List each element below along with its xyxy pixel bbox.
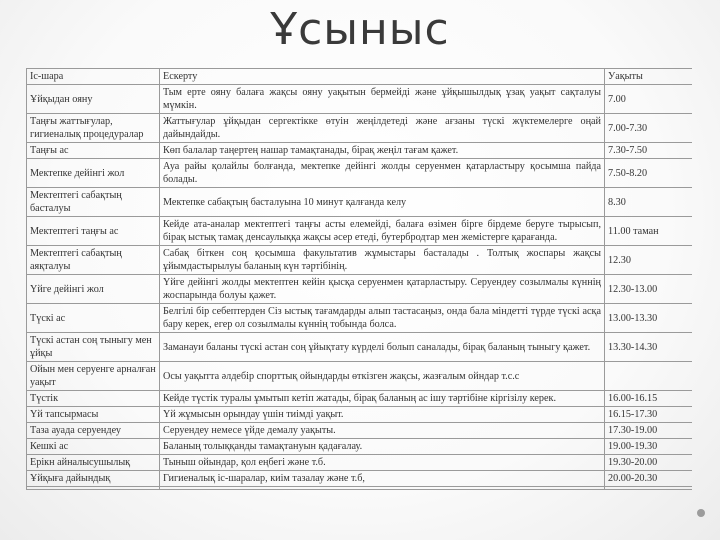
- slide-title: Ұсыныс: [270, 4, 450, 55]
- time-cell: 16.00-16.15: [605, 391, 693, 407]
- note-cell: Жаттығулар ұйқыдан сергектікке өтуін жеңілдетеді және ағзаны түскі жүктемелерге оңай дайындайды.: [160, 114, 605, 143]
- note-cell: Заманауи баланы түскі астан соң ұйықтату күрделі болып саналады, бірақ баланың тыныгу қажет.: [160, 333, 605, 362]
- note-cell: Тым ерте ояну балаға жақсы ояну уақытын бермейді және ұйқышылдық ұзақ уақыт сақталуы мүмкін.: [160, 85, 605, 114]
- note-cell: Баланың толыққанды тамақтануын қадағалау.: [160, 439, 605, 455]
- schedule-table: [26, 68, 692, 490]
- time-cell: 12.30: [605, 246, 693, 275]
- header-activity: Іс-шара: [27, 69, 160, 85]
- table-row: [27, 439, 693, 455]
- note-cell: Серуендеу немесе үйде демалу уақыты.: [160, 423, 605, 439]
- note-cell: Мектепке сабақтың басталуына 10 минут қалғанда келу: [160, 188, 605, 217]
- activity-cell: Мектепке дейінгі жол: [27, 159, 160, 188]
- table-header-row: [27, 69, 693, 85]
- note-cell: Тыныш ойындар, қол еңбегі және т.б.: [160, 455, 605, 471]
- table-row: [27, 246, 693, 275]
- time-cell: [605, 362, 693, 391]
- table-row: [27, 85, 693, 114]
- table-row: [27, 114, 693, 143]
- activity-cell: Таңғы жаттығулар, гигиеналық процедуралар: [27, 114, 160, 143]
- activity-cell: Ұйқыға дайындық: [27, 471, 160, 487]
- note-cell: Осы уақытта әлдебір спорттық ойындарды өткізген жақсы, жазғалым ойндар т.с.с: [160, 362, 605, 391]
- time-cell: 11.00 таман: [605, 217, 693, 246]
- activity-cell: Ерікн айналысушылық: [27, 455, 160, 471]
- table-row: [27, 423, 693, 439]
- time-cell: 19.00-19.30: [605, 439, 693, 455]
- table-row: [27, 407, 693, 423]
- time-cell: 13.00-13.30: [605, 304, 693, 333]
- table-row: [27, 455, 693, 471]
- header-note: Ескерту: [160, 69, 605, 85]
- table-row: [27, 304, 693, 333]
- activity-cell: Таңғы ас: [27, 143, 160, 159]
- activity-cell: Кешкі ас: [27, 439, 160, 455]
- table-row: [27, 471, 693, 487]
- table-row: [27, 362, 693, 391]
- note-cell: Гигиеналық іс-шаралар, киім тазалау және т.б,: [160, 471, 605, 487]
- time-cell: 13.30-14.30: [605, 333, 693, 362]
- table-row: [27, 333, 693, 362]
- note-cell: Белгілі бір себептерден Сіз ыстық тағамдарды алып тастасаңыз, онда бала міндетті түрде түскі асқа бару керек, егер ол созылмалы күннің тобында болса.: [160, 304, 605, 333]
- time-cell: 7.50-8.20: [605, 159, 693, 188]
- time-cell: 7.00-7.30: [605, 114, 693, 143]
- note-cell: Кейде түстік туралы ұмытып кетіп жатады, бірақ баланың ас ішу тәртібіне кіргізілу керек.: [160, 391, 605, 407]
- activity-cell: [27, 487, 160, 490]
- note-cell: Көп балалар таңертең нашар тамақтанады, бірақ жеңіл тағам қажет.: [160, 143, 605, 159]
- time-cell: 7.30-7.50: [605, 143, 693, 159]
- note-cell: Сабақ біткен соң қосымша факультатив жұмыстары басталады . Толтық жоспары жақсы ұйымдастырылуы баланың күн тәртібінің.: [160, 246, 605, 275]
- time-cell: 8.30: [605, 188, 693, 217]
- activity-cell: Түскі ас: [27, 304, 160, 333]
- time-cell: 20.00-20.30: [605, 471, 693, 487]
- activity-cell: Мектептегі сабақтың басталуы: [27, 188, 160, 217]
- time-cell: 16.15-17.30: [605, 407, 693, 423]
- table-row: [27, 217, 693, 246]
- time-cell: 17.30-19.00: [605, 423, 693, 439]
- note-cell: Кейде ата-аналар мектептегі таңғы асты елемейді, балаға өзімен бірге бірдеме беруге тырысып, бірақ ыстық тамақ денсаулыққа жақсы әсер етеді, бутербродтар мен жемістерге қарағанда.: [160, 217, 605, 246]
- activity-cell: Түскі астан соң тыныгу мен ұйқы: [27, 333, 160, 362]
- table-row: [27, 487, 693, 490]
- activity-cell: Үйге дейінгі жол: [27, 275, 160, 304]
- table-row: [27, 143, 693, 159]
- activity-cell: Таза ауада серуендеу: [27, 423, 160, 439]
- note-cell: Үйге дейінгі жолды мектептен кейін қысқа серуенмен қатарластыру. Серуендеу созылмалы күннің жоспарында болуы қажет.: [160, 275, 605, 304]
- note-cell: [160, 487, 605, 490]
- note-cell: Ауа райы қолайлы болғанда, мектепке дейінгі жолды серуенмен қатарластыру қосымша пайда болады.: [160, 159, 605, 188]
- time-cell: 7.00: [605, 85, 693, 114]
- time-cell: 12.30-13.00: [605, 275, 693, 304]
- schedule-table-container: [26, 68, 692, 540]
- activity-cell: Ойын мен серуенге арналған уақыт: [27, 362, 160, 391]
- activity-cell: Ұйқыдан ояну: [27, 85, 160, 114]
- activity-cell: Түстік: [27, 391, 160, 407]
- time-cell: 19.30-20.00: [605, 455, 693, 471]
- activity-cell: Мектептегі сабақтың аяқталуы: [27, 246, 160, 275]
- note-cell: Үй жұмысын орындау үшін тиімді уақыт.: [160, 407, 605, 423]
- table-row: [27, 275, 693, 304]
- header-time: Уақыты: [605, 69, 693, 85]
- time-cell: [605, 487, 693, 490]
- scroll-indicator[interactable]: [697, 509, 705, 517]
- activity-cell: Мектептегі таңғы ас: [27, 217, 160, 246]
- table-row: [27, 188, 693, 217]
- table-row: [27, 159, 693, 188]
- table-row: [27, 391, 693, 407]
- activity-cell: Үй тапсырмасы: [27, 407, 160, 423]
